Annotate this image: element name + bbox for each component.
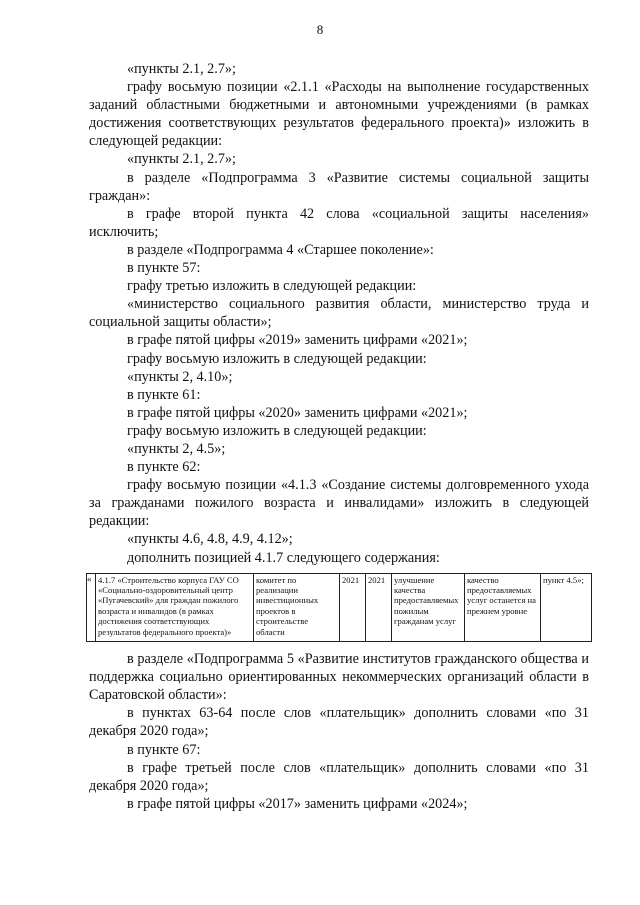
paragraphs-before — [89, 60, 589, 567]
table-row — [87, 573, 592, 641]
paragraph: дополнить позицией 4.1.7 следующего содержания: — [127, 549, 440, 566]
page-number: 8 — [316, 22, 324, 37]
paragraph: в графе пятой цифры «2019» заменить цифрами «2021»; — [127, 332, 468, 349]
paragraph: графу восьмую позиции «2.1.1 «Расходы на выполнение государственных заданий областными бюджетными и автономными учреждениями (в рамках достижения соответствующих результатов федерального проекта)» изложить в следующей редакции: — [89, 79, 589, 150]
paragraph: в графе второй пункта 42 слова «социальной защиты населения» исключить; — [89, 205, 589, 240]
table-cell-end-year: 2021 — [366, 573, 392, 641]
paragraph: в графе пятой цифры «2017» заменить цифрами «2024»; — [127, 795, 468, 812]
paragraph: графу восьмую изложить в следующей редакции: — [127, 350, 427, 367]
table-cell-indicator: пункт 4.5»; — [541, 573, 592, 641]
paragraph: в графе пятой цифры «2020» заменить цифрами «2021»; — [127, 404, 468, 421]
paragraph: «пункты 2.1, 2.7»; — [127, 61, 236, 77]
paragraph: в пункте 67: — [127, 741, 201, 758]
paragraph: «пункты 2.1, 2.7»; — [127, 151, 236, 168]
paragraph: в пункте 61: — [127, 386, 201, 403]
table-cell-executor: комитет по реализации инвестиционных проектов в строительстве области — [254, 573, 340, 641]
table-cell-start-year: 2021 — [340, 573, 366, 641]
paragraph: в разделе «Подпрограмма 4 «Старшее поколение»: — [127, 241, 434, 258]
document-body — [89, 60, 589, 813]
paragraph: «министерство социального развития области, министерство труда и социальной защиты области»; — [89, 296, 589, 331]
paragraph: в разделе «Подпрограмма 3 «Развитие системы социальной защиты граждан»: — [89, 169, 589, 204]
paragraph: графу третью изложить в следующей редакции: — [127, 278, 417, 295]
paragraph: в пункте 57: — [127, 260, 201, 277]
paragraph: «пункты 2, 4.5»; — [127, 440, 226, 457]
position-table — [86, 573, 592, 642]
paragraph: «пункты 4.6, 4.8, 4.9, 4.12»; — [127, 531, 293, 548]
table-cell-name: 4.1.7 «Строительство корпуса ГАУ СО «Социально-оздоровительный центр «Пугачевский» для граждан пожилого возраста и инвалидов (в рамках достижения соответствующих результатов федерального проекта)» — [96, 573, 254, 641]
table-wrapper — [86, 573, 591, 642]
paragraphs-after — [89, 650, 589, 813]
paragraph: в пункте 62: — [127, 459, 201, 476]
table-cell-result: улучшение качества предоставляемых пожилым гражданам услуг — [392, 573, 465, 641]
paragraph: в пунктах 63-64 после слов «плательщик» дополнить словами «по 31 декабря 2020 года»; — [89, 705, 589, 740]
paragraph: «пункты 2, 4.10»; — [127, 368, 233, 385]
paragraph: в графе третьей после слов «плательщик» дополнить словами «по 31 декабря 2020 года»; — [89, 759, 589, 794]
paragraph: графу восьмую позиции «4.1.3 «Создание системы долговременного ухода за гражданами пожилого возраста и инвалидами» изложить в следующей редакции: — [89, 477, 589, 530]
paragraph: графу восьмую изложить в следующей редакции: — [127, 422, 427, 439]
table-opening-quote: « — [87, 573, 92, 584]
paragraph: в разделе «Подпрограмма 5 «Развитие институтов гражданского общества и поддержка социально ориентированных некоммерческих организаций области в Саратовской области»: — [89, 651, 589, 704]
table-quote-cell — [87, 573, 96, 641]
table-cell-consequence: качество предоставляемых услуг останется на прежнем уровне — [465, 573, 541, 641]
